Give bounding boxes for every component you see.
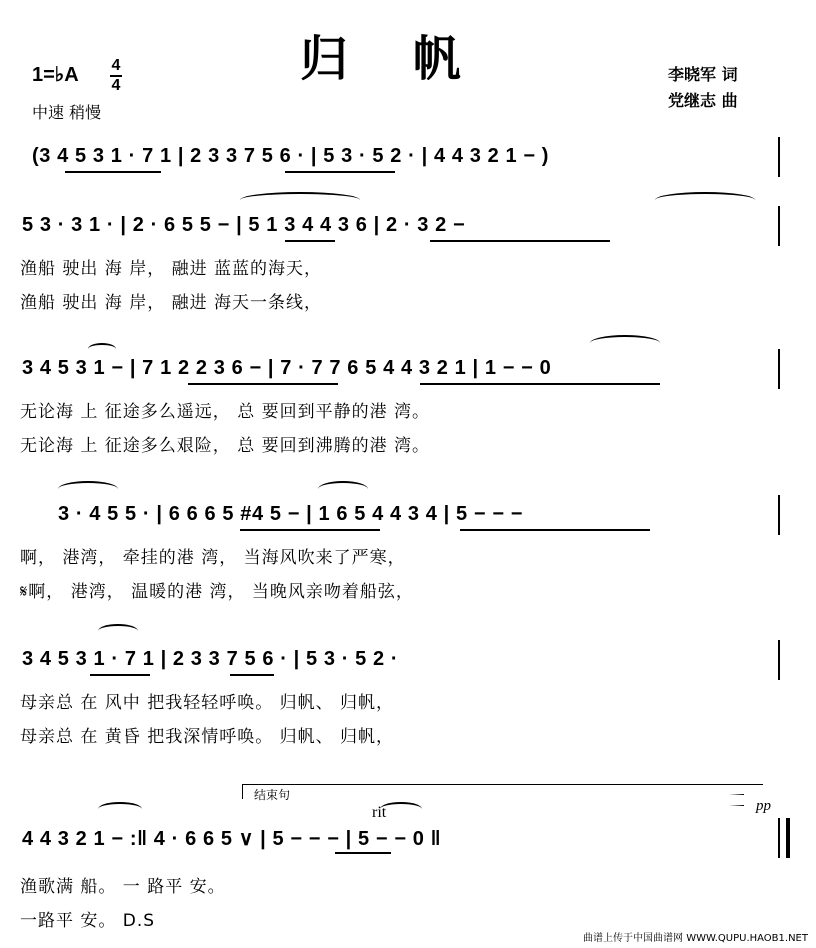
pp-marking: pp [756,798,771,814]
notation: (3 4 5 3 1 · 7 1 | 2 3 3 7 5 6 · | 5 3 · 5 2 · | 4 4 3 2 1 − ) [32,145,550,167]
notation: 4 4 3 2 1 − :‖ 4 · 6 6 5 ∨ | 5 − − − | 5 − − 0 ‖ [22,828,442,850]
notation: 3 4 5 3 1 − | 7 1 2 2 3 6 − | 7 · 7 7 6 5 4 4 3 2 1 | 1 − − 0 [22,357,552,379]
time-signature [110,58,122,94]
time-bottom: 4 [111,77,121,94]
lyric-verse-2: 母亲总 在 黄昏 把我深情呼唤。 归帆、 归帆， [20,727,395,747]
ending-label: 结束句 [254,788,291,802]
lyric-verse-2: 一路平 安。 D.S [20,911,156,931]
tempo-marking: 中速 稍慢 [32,103,102,122]
composer-credit: 党继志 曲 [668,91,738,110]
rit-marking: rit [372,804,387,821]
notation: 3 · 4 5 5 · | 6 6 6 5 #4 5 − | 1 6 5 4 4 3 4 | 5 − − − [58,503,524,525]
lyric-verse-1: 无论海 上 征途多么遥远， 总 要回到平静的港 湾。 [20,402,431,422]
lyric-verse-1: 渔歌满 船。 一 路平 安。 [20,877,226,897]
ending-bracket [242,784,763,799]
notation: 3 4 5 3 1 · 7 1 | 2 3 3 7 5 6 · | 5 3 · 5 2 · [22,648,399,670]
lyric-verse-2: 无论海 上 征途多么艰险， 总 要回到沸腾的港 湾。 [20,436,431,456]
lyricist-credit: 李晓军 词 [668,65,738,84]
lyric-verse-1: 啊， 港湾， 牵挂的港 湾， 当海风吹来了严寒， [20,548,406,568]
source-watermark: 曲谱上传于中国曲谱网 WWW.QUPU.HAOB1.NET [583,933,808,944]
time-top: 4 [111,57,121,74]
key-signature: 1=♭A [32,64,79,86]
notation: 5 3 · 3 1 · | 2 · 6 5 5 − | 5 1 3 4 4 3 6 | 2 · 3 2 − [22,214,466,236]
song-title: 归 帆 [300,31,485,87]
lyric-verse-2: 渔船 驶出 海 岸， 融进 海天一条线， [20,293,323,313]
lyric-verse-2: 𝄋啊， 港湾， 温暖的港 湾， 当晚风亲吻着船弦， [20,582,414,602]
lyric-verse-1: 母亲总 在 风中 把我轻轻呼唤。 归帆、 归帆， [20,693,395,713]
lyric-verse-1: 渔船 驶出 海 岸， 融进 蓝蓝的海天， [20,259,323,279]
